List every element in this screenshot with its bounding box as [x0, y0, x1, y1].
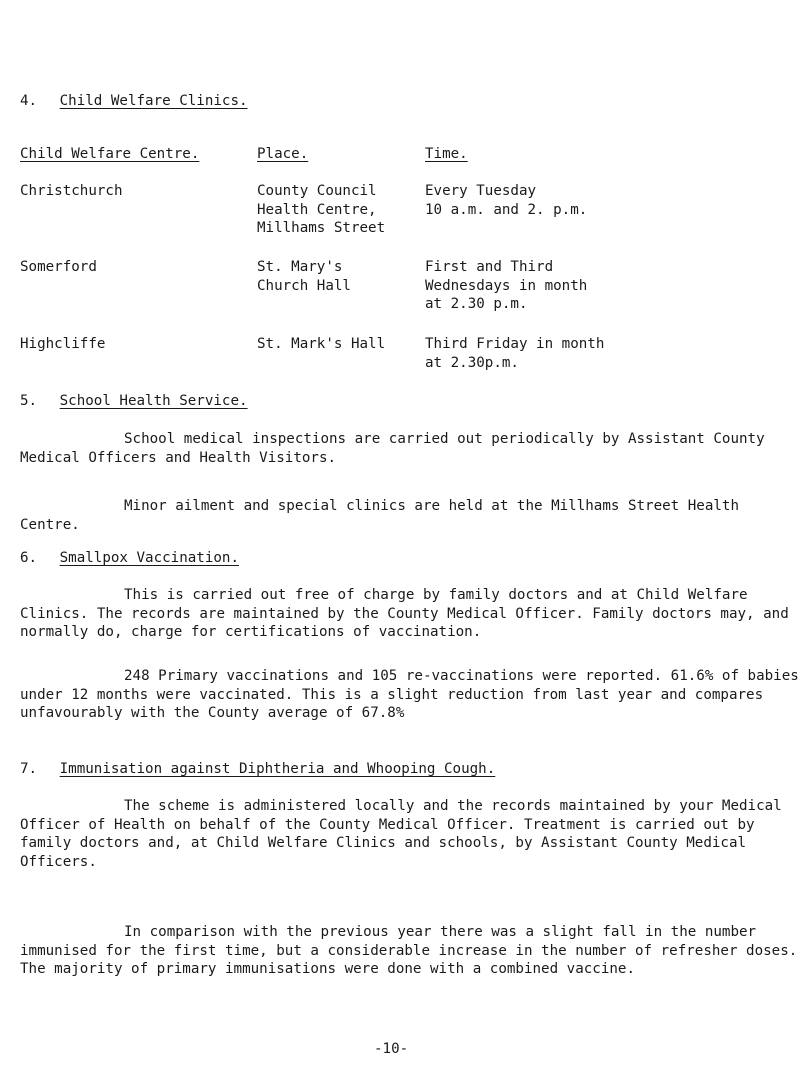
section-6-heading	[20, 549, 239, 568]
table-row-centre: Christchurch	[20, 183, 123, 199]
table-row-place: St. Mark's Hall	[257, 336, 386, 352]
section-6-number: 6.	[20, 550, 38, 566]
column-header-time: Time.	[425, 146, 468, 162]
table-row-centre: Highcliffe	[20, 336, 106, 352]
section-4-number: 4.	[20, 93, 38, 109]
section-4-title: Child Welfare Clinics.	[59, 93, 248, 109]
table-row-time: Third Friday in month at 2.30p.m.	[425, 336, 605, 371]
section-5-number: 5.	[20, 393, 38, 409]
table-row-time: Every Tuesday 10 a.m. and 2. p.m.	[425, 183, 588, 218]
section-7-paragraph-2	[20, 923, 800, 979]
section-6-paragraph-1-text: This is carried out free of charge by family doctors and at Child Welfare Clinics. The records are maintained by the County Medical Officer. Family doctors may, and normally do, charge for certifications of vaccination.	[20, 587, 789, 640]
section-5-paragraph-2-text: Minor ailment and special clinics are held at the Millhams Street Health Centre.	[20, 498, 739, 533]
table-row-place: County Council Health Centre, Millhams Street	[257, 183, 386, 236]
column-header-place: Place.	[257, 146, 309, 162]
section-7-paragraph-1-text: The scheme is administered locally and the records maintained by your Medical Officer of Health on behalf of the County Medical Officer. Treatment is carried out by family doctors and, at Child Welfare Clinics and schools, by Assistant County Medical Officers.	[20, 798, 782, 870]
table-row-time: First and Third Wednesdays in month at 2.30 p.m.	[425, 259, 588, 312]
section-7-paragraph-1	[20, 797, 800, 871]
section-5-title: School Health Service.	[59, 393, 248, 409]
section-7-heading	[20, 760, 495, 779]
section-4-heading	[20, 92, 248, 111]
page-number: -10-	[374, 1041, 409, 1057]
section-6-paragraph-2-text: 248 Primary vaccinations and 105 re-vaccinations were reported. 61.6% of babies under 12 months were vaccinated. This is a slight reduction from last year and compares unfavourably with the County average of 67.8%	[20, 668, 799, 721]
section-7-paragraph-2-text: In comparison with the previous year there was a slight fall in the number immunised for the first time, but a considerable increase in the number of refresher doses. The majority of primary immunisations were done with a combined vaccine.	[20, 924, 798, 977]
section-7-number: 7.	[20, 761, 38, 777]
column-header-centre: Child Welfare Centre.	[20, 146, 200, 162]
table-row-place: St. Mary's Church Hall	[257, 259, 351, 294]
table-row-centre: Somerford	[20, 259, 97, 275]
section-6-paragraph-2	[20, 667, 800, 723]
section-6-paragraph-1	[20, 586, 800, 642]
section-7-title: Immunisation against Diphtheria and Whooping Cough.	[59, 761, 496, 777]
section-6-title: Smallpox Vaccination.	[59, 550, 240, 566]
section-5-paragraph-1	[20, 430, 800, 467]
section-5-paragraph-2	[20, 497, 800, 534]
section-5-paragraph-1-text: School medical inspections are carried out periodically by Assistant County Medical Officers and Health Visitors.	[20, 431, 765, 466]
section-5-heading	[20, 392, 248, 411]
